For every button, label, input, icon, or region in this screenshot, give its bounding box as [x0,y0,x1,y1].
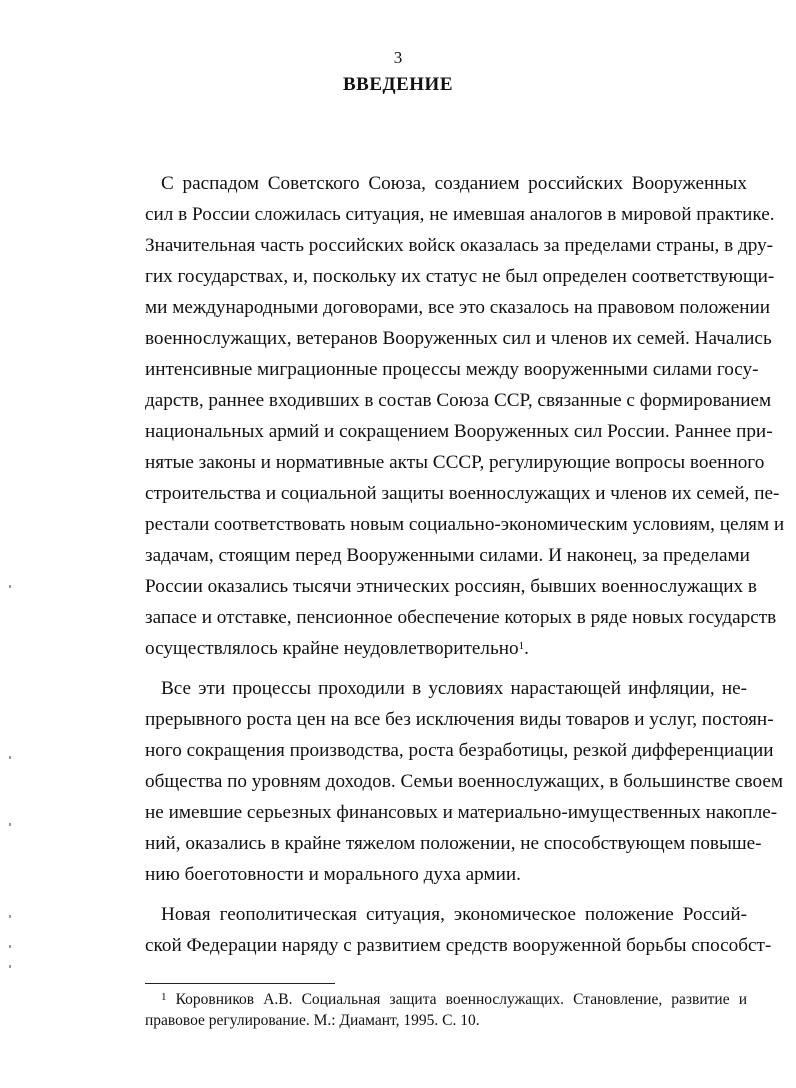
paragraph-line: гих государствах, и, поскольку их статус не был определен соответствующи- [145,266,775,287]
footnote-line: правовое регулирование. М.: Диамант, 1995. С. 10. [145,1012,480,1029]
paragraph-line: дарств, раннее входивших в состав Союза ССР, связанные с формированием [145,390,772,411]
paragraph-line: интенсивные миграционные процессы между вооруженными силами госу- [145,359,759,380]
paragraph-line: национальных армий и сокращением Вооруженных сил России. Раннее при- [145,421,773,442]
paragraph-line [145,637,747,661]
scan-speck [9,756,11,759]
paragraph-line: прерывного роста цен на все без исключения виды товаров и услуг, постоян- [145,709,774,730]
paragraph-line: общества по уровням доходов. Семьи военнослужащих, в большинстве своем [145,771,783,792]
footnote-line [161,990,747,1010]
page-title: ВВЕДЕНИЕ [343,74,453,95]
footnote-reference: 1 [518,640,525,652]
paragraph-line: России оказались тысячи этнических россиян, бывших военнослужащих в [145,576,757,597]
paragraph-line: Значительная часть российских войск оказалась за пределами страны, в дру- [145,235,774,256]
paragraph-line: сил в России сложилась ситуация, не имевшая аналогов в мировой практике. [145,204,775,225]
paragraph-line: С распадом Советского Союза, созданием российских Вооруженных [161,173,747,194]
paragraph-line: нию боеготовности и морального духа армии. [145,864,521,885]
scan-speck [9,915,11,918]
footnote-divider [145,983,335,984]
sentence-period: . [524,638,529,659]
paragraph-line: ми международными договорами, все это сказалось на правовом положении [145,297,771,318]
footnote-marker: 1 [161,991,167,1003]
paragraph-line: ний, оказались в крайне тяжелом положении, не способствующем повыше- [145,833,762,854]
paragraph-line: задачам, стоящим перед Вооруженными силами. И наконец, за пределами [145,545,750,566]
paragraph-line: нятые законы и нормативные акты СССР, регулирующие вопросы военного [145,452,765,473]
paragraph-line: не имевшие серьезных финансовых и материально-имущественных накопле- [145,802,778,823]
footnote-text: Коровников А.В. Социальная защита военнослужащих. Становление, развитие и [175,991,747,1008]
paragraph-line: запасе и отставке, пенсионное обеспечение которых в ряде новых государств [145,607,777,628]
page-number: 3 [393,48,403,67]
paragraph-line: ской Федерации наряду с развитием средств вооруженной борьбы способст- [145,935,772,956]
scan-speck [9,965,11,968]
paragraph-line: военнослужащих, ветеранов Вооруженных сил и членов их семей. Начались [145,328,772,349]
scan-speck [9,585,11,588]
paragraph-line-text: осуществлялось крайне неудовлетворительно [145,638,519,659]
paragraph-line: рестали соответствовать новым социально-экономическим условиям, целям и [145,514,785,535]
paragraph-line: строительства и социальной защиты военнослужащих и членов их семей, пе- [145,483,780,504]
paragraph-line: Новая геополитическая ситуация, экономическое положение Россий- [161,904,747,925]
paragraph-line: ного сокращения производства, роста безработицы, резкой дифференциации [145,740,774,761]
paragraph-line: Все эти процессы проходили в условиях нарастающей инфляции, не- [161,678,747,699]
scan-speck [9,823,11,826]
scan-speck [9,945,11,948]
